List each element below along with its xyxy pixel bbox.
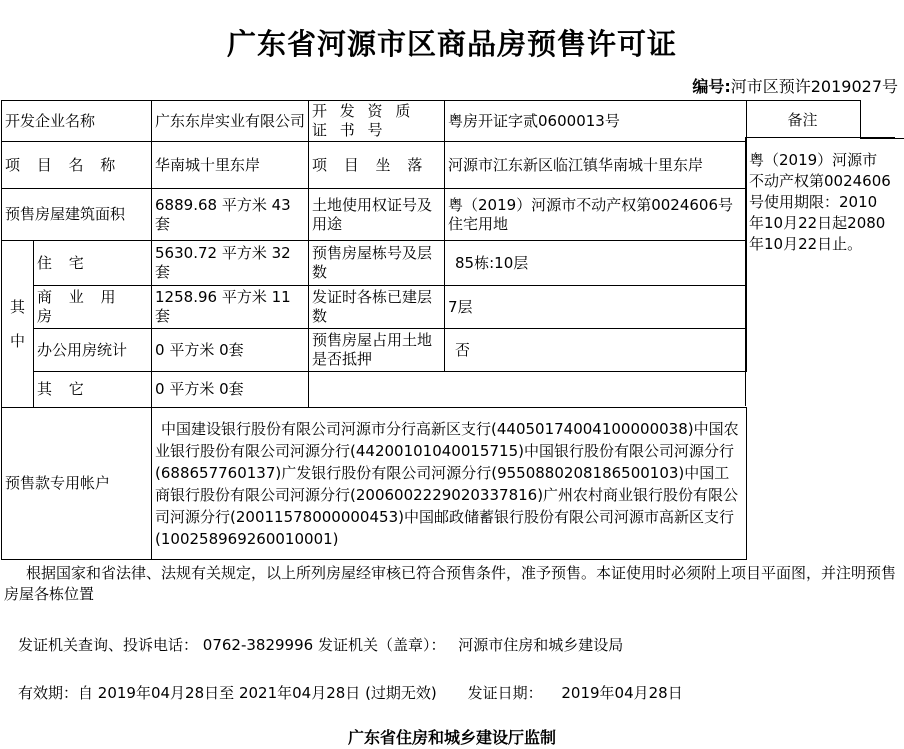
- validity-line: [18, 682, 683, 703]
- location-value: 河源市江东新区临江镇华南城十里东岸: [445, 142, 747, 189]
- land-label: 土地使用权证号及用途: [309, 189, 445, 241]
- issue-label: 发证日期：: [467, 684, 543, 702]
- commercial-value: 1258.96 平方米 11套: [152, 286, 309, 329]
- qualification-label: 开 发 资 质 证 书 号: [309, 101, 445, 142]
- developer-label: 开发企业名称: [2, 101, 152, 142]
- blank-cell: [309, 372, 747, 408]
- office-value: 0 平方米 0套: [152, 329, 309, 372]
- among-label: 其中: [2, 241, 34, 408]
- table-row: [2, 189, 747, 241]
- area-value: 6889.68 平方米 43套: [152, 189, 309, 241]
- statement-paragraph: [4, 563, 900, 605]
- contact-line: [18, 634, 623, 655]
- qualification-value: 粤房开证字贰0600013号: [445, 101, 747, 142]
- validity-end: 2021年04月28日: [238, 684, 361, 702]
- project-value: 华南城十里东岸: [152, 142, 309, 189]
- area-label: 预售房屋建筑面积: [2, 189, 152, 241]
- table-row: [2, 372, 747, 408]
- certificate-number: [692, 74, 898, 97]
- table-row: [2, 286, 747, 329]
- table-row: [2, 241, 747, 286]
- account-value: 中国建设银行股份有限公司河源市分行高新区支行(44050174004100000038)中国农业银行股份有限公司河源分行(44200101040015715)中国银行股份有限公司河源分行(688657760137)广发银行股份有限公司河源分行(9550880208186500103)中国工商银行股份有限公司河源分行(2006002229020337816)广州农村商业银行股份有限公司河源分行(20011578000000453)中国邮政储蓄银行股份有限公司河源市高新区支行(100258969260010001): [152, 408, 747, 560]
- other-label: 其 它: [34, 372, 152, 408]
- remarks-label: 备注: [745, 100, 861, 138]
- office-label: 办公用房统计: [34, 329, 152, 372]
- building-value: 85栋:10层: [445, 241, 747, 286]
- residential-label: 住 宅: [34, 241, 152, 286]
- table-row: [2, 101, 747, 142]
- account-label: 预售款专用帐户: [2, 408, 152, 560]
- mortgage-label: 预售房屋占用土地是否抵押: [309, 329, 445, 372]
- table-row: [2, 408, 747, 560]
- other-value: 0 平方米 0套: [152, 372, 309, 408]
- validity-label: 有效期：自: [18, 684, 94, 702]
- land-value: 粤（2019）河源市不动产权第0024606号 住宅用地: [445, 189, 747, 241]
- project-label: 项 目 名 称: [2, 142, 152, 189]
- footer-text: 广东省住房和城乡建设厅监制: [347, 728, 556, 747]
- issue-date: 2019年04月28日: [561, 684, 683, 702]
- authority-name: 河源市住房和城乡建设局: [458, 636, 624, 654]
- developer-value: 广东东岸实业有限公司: [152, 101, 309, 142]
- building-label: 预售房屋栋号及层数: [309, 241, 445, 286]
- table-row: [2, 142, 747, 189]
- phone-number: 0762-3829996: [202, 636, 314, 654]
- statement-text: 根据国家和省法律、法规有关规定，以上所列房屋经审核已符合预售条件，准予预售。本证使用时必须附上项目平面图，并注明预售房屋各栋位置: [4, 564, 897, 603]
- number-value: 河市区预许2019027号: [730, 77, 898, 96]
- floors-value: 7层: [445, 286, 747, 329]
- table-row: [2, 329, 747, 372]
- number-label: 编号:: [692, 77, 731, 96]
- commercial-label: 商 业 用 房: [34, 286, 152, 329]
- phone-label: 发证机关查询、投诉电话：: [18, 636, 199, 654]
- authority-label: 发证机关（盖章）：: [317, 636, 446, 654]
- mortgage-value: 否: [445, 329, 747, 372]
- validity-note: (过期无效): [365, 684, 437, 702]
- floors-label: 发证时各栋已建层数: [309, 286, 445, 329]
- residential-value: 5630.72 平方米 32套: [152, 241, 309, 286]
- info-table: [1, 100, 747, 560]
- location-label: 项 目 坐 落: [309, 142, 445, 189]
- remarks-text: 粤（2019）河源市不动产权第0024606号使用期限：2010年10月22日起2080年10月22日止。: [745, 137, 895, 406]
- remarks-divider: [860, 100, 904, 139]
- certificate-title: 广东省河源市区商品房预售许可证: [226, 27, 677, 61]
- validity-start: 2019年04月28日至: [97, 684, 235, 702]
